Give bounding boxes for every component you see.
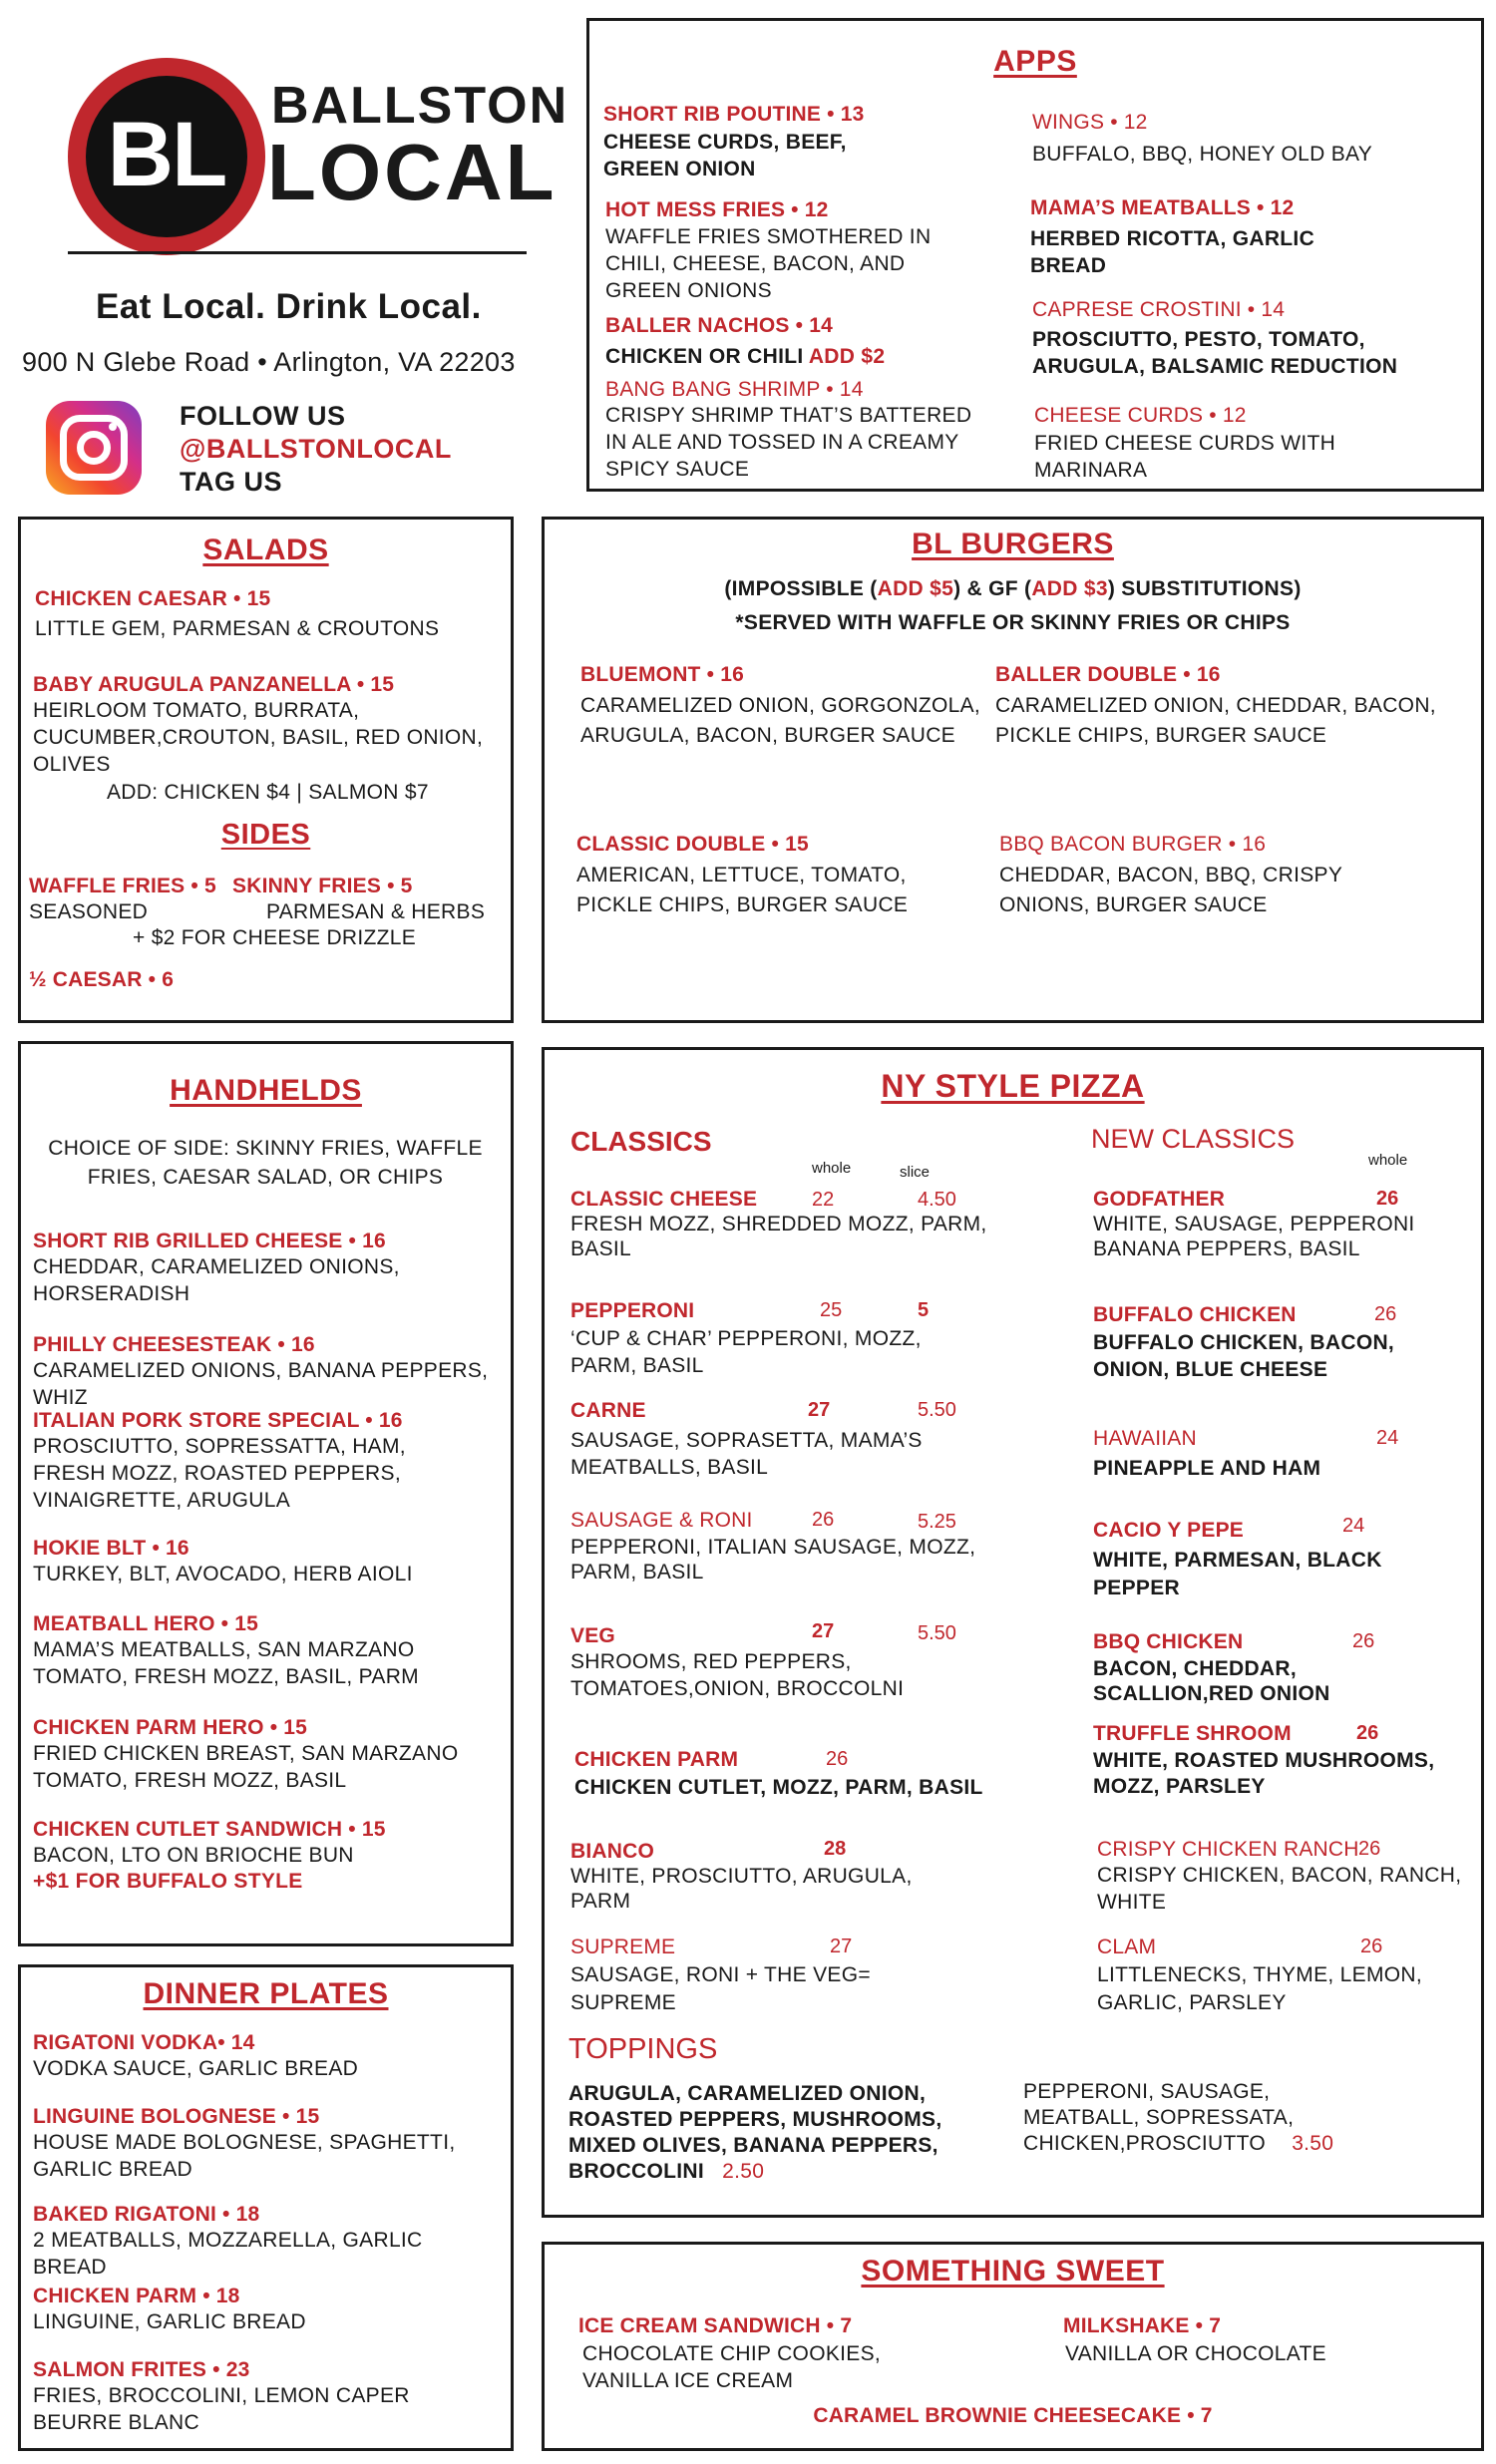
app-name: SHORT RIB POUTINE • 13	[603, 103, 865, 126]
burgers-substitutions	[545, 575, 1481, 602]
pizza-title: NY STYLE PIZZA	[881, 1068, 1145, 1104]
brand-name-line2: LOCAL	[267, 128, 558, 216]
pizza-desc: SAUSAGE, SOPRASETTA, MAMA’S MEATBALLS, BASIL	[570, 1429, 923, 1479]
sweet-desc: VANILLA OR CHOCOLATE	[1065, 2342, 1326, 2365]
app-name: MAMA’S MEATBALLS • 12	[1030, 196, 1295, 219]
handheld-desc: TURKEY, BLT, AVOCADO, HERB AIOLI	[33, 1563, 413, 1585]
handhelds-title: HANDHELDS	[170, 1074, 362, 1107]
pizza-whole-price: 28	[824, 1838, 847, 1860]
half-caesar: ½ CAESAR • 6	[29, 968, 175, 991]
pizza-desc: CRISPY CHICKEN, BACON, RANCH, WHITE	[1097, 1864, 1462, 1914]
instagram-icon[interactable]	[46, 401, 142, 495]
pizza-desc: PINEAPPLE AND HAM	[1093, 1457, 1321, 1480]
pizza-desc: LITTLENECKS, THYME, LEMON, GARLIC, PARSLEY	[1097, 1963, 1422, 2014]
app-desc	[605, 343, 944, 370]
pizza-slice-price: 5.25	[918, 1511, 956, 1533]
sides-title: SIDES	[220, 819, 311, 851]
side-desc: PARMESAN & HERBS	[266, 900, 486, 923]
burger-desc: CARAMELIZED ONION, GORGONZOLA, ARUGULA, BACON, BURGER SAUCE	[580, 694, 981, 747]
sweet-section	[542, 2242, 1484, 2451]
handheld-desc: FRIED CHICKEN BREAST, SAN MARZANO TOMATO, FRESH MOZZ, BASIL	[33, 1742, 459, 1792]
app-name: HOT MESS FRIES • 12	[605, 198, 829, 221]
app-name: BANG BANG SHRIMP • 14	[605, 378, 864, 401]
handheld-desc: PROSCIUTTO, SOPRESSATTA, HAM, FRESH MOZZ, ROASTED PEPPERS, VINAIGRETTE, ARUGULA	[33, 1435, 406, 1512]
handheld-extra: +$1 FOR BUFFALO STYLE	[33, 1870, 303, 1893]
pizza-name: CLAM	[1097, 1936, 1157, 1958]
salad-name: BABY ARUGULA PANZANELLA • 15	[33, 673, 395, 696]
dinner-desc: FRIES, BROCCOLINI, LEMON CAPER BEURRE BLANC	[33, 2384, 410, 2434]
app-desc: CRISPY SHRIMP THAT’S BATTERED IN ALE AND TOSSED IN A CREAMY SPICY SAUCE	[605, 404, 972, 481]
sub-text: (IMPOSSIBLE (	[724, 577, 878, 600]
classics-title: CLASSICS	[570, 1126, 712, 1157]
brand-divider	[68, 251, 527, 254]
pizza-name: PEPPERONI	[570, 1299, 695, 1322]
dinner-name: LINGUINE BOLOGNESE • 15	[33, 2105, 320, 2128]
new-classics-title: NEW CLASSICS	[1091, 1124, 1296, 1154]
logo-mark	[68, 58, 265, 255]
pizza-name: BBQ CHICKEN	[1093, 1630, 1244, 1653]
app-desc: BUFFALO, BBQ, HONEY OLD BAY	[1032, 143, 1373, 166]
salad-add: ADD: CHICKEN $4 | SALMON $7	[107, 781, 429, 804]
dinner-desc: HOUSE MADE BOLOGNESE, SPAGHETTI, GARLIC BREAD	[33, 2131, 456, 2181]
pizza-name: VEG	[570, 1624, 615, 1647]
salads-sides-section	[18, 517, 514, 1023]
pizza-name: BUFFALO CHICKEN	[1093, 1303, 1297, 1326]
pizza-name: CARNE	[570, 1399, 646, 1422]
pizza-section	[542, 1047, 1484, 2218]
pizza-whole-price: 26	[1352, 1630, 1375, 1652]
pizza-name: HAWAIIAN	[1093, 1427, 1197, 1450]
pizza-desc: WHITE, SAUSAGE, PEPPERONI BANANA PEPPERS, BASIL	[1093, 1213, 1415, 1260]
brand-name-line1: BALLSTON	[271, 77, 569, 135]
apps-section	[586, 18, 1484, 492]
pizza-name: GODFATHER	[1093, 1188, 1226, 1211]
instagram-handle[interactable]: @BALLSTONLOCAL	[180, 434, 452, 464]
handheld-name: CHICKEN PARM HERO • 15	[33, 1716, 308, 1739]
app-name: CAPRESE CROSTINI • 14	[1032, 298, 1286, 321]
pizza-slice-price: 5.50	[918, 1399, 956, 1421]
pizza-whole-price: 27	[830, 1936, 853, 1957]
dinner-desc: VODKA SAUCE, GARLIC BREAD	[33, 2057, 359, 2080]
handheld-name: SHORT RIB GRILLED CHEESE • 16	[33, 1230, 386, 1252]
handheld-name: MEATBALL HERO • 15	[33, 1612, 259, 1635]
toppings-title: TOPPINGS	[568, 2033, 718, 2065]
pizza-desc: BUFFALO CHICKEN, BACON, ONION, BLUE CHEESE	[1093, 1331, 1395, 1381]
slice-label: slice	[900, 1164, 931, 1181]
pizza-whole-price: 27	[808, 1399, 831, 1421]
side-name: WAFFLE FRIES • 5	[29, 875, 216, 897]
pizza-desc: SAUSAGE, RONI + THE VEG= SUPREME	[570, 1963, 871, 2014]
burger-desc: CHEDDAR, BACON, BBQ, CRISPY ONIONS, BURGER SAUCE	[999, 864, 1342, 916]
pizza-whole-price: 26	[1374, 1303, 1397, 1325]
app-desc: PROSCIUTTO, PESTO, TOMATO, ARUGULA, BALSAMIC REDUCTION	[1032, 328, 1398, 378]
toppings-right-list: PEPPERONI, SAUSAGE, MEATBALL, SOPRESSATA, CHICKEN,PROSCIUTTO	[1023, 2080, 1295, 2155]
sweet-name: MILKSHAKE • 7	[1063, 2314, 1222, 2337]
app-name: BALLER NACHOS • 14	[605, 314, 833, 337]
burgers-section	[542, 517, 1484, 1023]
sweet-title: SOMETHING SWEET	[861, 2255, 1165, 2288]
dinner-desc: 2 MEATBALLS, MOZZARELLA, GARLIC BREAD	[33, 2229, 423, 2279]
pizza-name: CHICKEN PARM	[574, 1748, 739, 1771]
salad-desc: LITTLE GEM, PARMESAN & CROUTONS	[35, 617, 440, 640]
toppings-right-price: 3.50	[1292, 2132, 1334, 2155]
burger-name: BALLER DOUBLE • 16	[995, 663, 1221, 686]
sub-price-gf: ADD $3	[1031, 577, 1108, 600]
tag-us: TAG US	[180, 467, 282, 497]
address: 900 N Glebe Road • Arlington, VA 22203	[22, 347, 516, 377]
pizza-desc: CHICKEN CUTLET, MOZZ, PARM, BASIL	[574, 1776, 983, 1799]
salad-name: CHICKEN CAESAR • 15	[35, 587, 271, 610]
salads-title: SALADS	[202, 533, 329, 566]
apps-title: APPS	[993, 45, 1077, 78]
app-name: WINGS • 12	[1032, 111, 1148, 134]
pizza-slice-price: 5	[918, 1299, 930, 1321]
toppings-left	[568, 2081, 967, 2185]
pizza-desc: PEPPERONI, ITALIAN SAUSAGE, MOZZ, PARM, BASIL	[570, 1536, 976, 1584]
handheld-name: PHILLY CHEESESTEAK • 16	[33, 1333, 315, 1356]
burgers-title: BL BURGERS	[912, 528, 1114, 560]
pizza-name: CLASSIC CHEESE	[570, 1188, 758, 1211]
toppings-right	[1023, 2079, 1362, 2157]
dinner-name: BAKED RIGATONI • 18	[33, 2203, 260, 2226]
pizza-name: SAUSAGE & RONI	[570, 1509, 753, 1532]
pizza-whole-price: 22	[812, 1189, 835, 1211]
pizza-whole-price: 26	[826, 1748, 849, 1770]
dinner-name: SALMON FRITES • 23	[33, 2358, 250, 2381]
pizza-slice-price: 5.50	[918, 1622, 956, 1644]
app-desc-text: CHICKEN OR CHILI	[605, 345, 804, 368]
toppings-left-list: ARUGULA, CARAMELIZED ONION, ROASTED PEPPERS, MUSHROOMS, MIXED OLIVES, BANANA PEPPERS, BROCCOLINI	[568, 2082, 942, 2183]
pizza-desc: FRESH MOZZ, SHREDDED MOZZ, PARM, BASIL	[570, 1213, 987, 1260]
cheese-drizzle: + $2 FOR CHEESE DRIZZLE	[133, 926, 417, 949]
app-desc: CHEESE CURDS, BEEF, GREEN ONION	[603, 131, 847, 180]
pizza-desc: WHITE, PARMESAN, BLACK PEPPER	[1093, 1549, 1382, 1599]
sweet-brownie: CARAMEL BROWNIE CHEESECAKE • 7	[813, 2404, 1213, 2427]
whole-label: whole	[812, 1160, 852, 1177]
pizza-name: TRUFFLE SHROOM	[1093, 1722, 1292, 1745]
burger-desc: AMERICAN, LETTUCE, TOMATO, PICKLE CHIPS, BURGER SAUCE	[576, 864, 909, 916]
handhelds-section	[18, 1041, 514, 1946]
handheld-desc: CARAMELIZED ONIONS, BANANA PEPPERS, WHIZ	[33, 1359, 489, 1409]
tagline: Eat Local. Drink Local.	[96, 287, 482, 326]
pizza-whole-price: 26	[1360, 1936, 1383, 1957]
logo-letters: BL	[107, 104, 226, 205]
sweet-name: ICE CREAM SANDWICH • 7	[578, 2314, 853, 2337]
side-name: SKINNY FRIES • 5	[232, 875, 413, 897]
handheld-name: CHICKEN CUTLET SANDWICH • 15	[33, 1818, 386, 1841]
pizza-name: CRISPY CHICKEN RANCH	[1097, 1838, 1359, 1861]
pizza-name: SUPREME	[570, 1936, 676, 1958]
sub-price-impossible: ADD $5	[877, 577, 954, 600]
toppings-left-price: 2.50	[722, 2160, 765, 2183]
burger-name: BLUEMONT • 16	[580, 663, 744, 686]
burger-desc: CARAMELIZED ONION, CHEDDAR, BACON, PICKLE CHIPS, BURGER SAUCE	[995, 694, 1436, 747]
handheld-desc: BACON, LTO ON BRIOCHE BUN	[33, 1844, 354, 1867]
handhelds-choice: CHOICE OF SIDE: SKINNY FRIES, WAFFLE FRIES, CAESAR SALAD, OR CHIPS	[48, 1137, 483, 1189]
pizza-name: BIANCO	[570, 1840, 655, 1863]
pizza-desc: WHITE, ROASTED MUSHROOMS, MOZZ, PARSLEY	[1093, 1749, 1435, 1798]
sweet-desc: CHOCOLATE CHIP COOKIES, VANILLA ICE CREAM	[582, 2342, 882, 2392]
salad-desc: HEIRLOOM TOMATO, BURRATA, CUCUMBER,CROUTON, BASIL, RED ONION, OLIVES	[33, 699, 484, 776]
pizza-whole-price: 25	[820, 1299, 843, 1321]
pizza-desc: WHITE, PROSCIUTTO, ARUGULA, PARM	[570, 1865, 913, 1913]
pizza-whole-price: 26	[1356, 1722, 1379, 1744]
follow-us: FOLLOW US	[180, 401, 346, 431]
pizza-desc: BACON, CHEDDAR, SCALLION,RED ONION	[1093, 1657, 1330, 1705]
app-desc: FRIED CHEESE CURDS WITH MARINARA	[1034, 432, 1336, 482]
app-add-price: ADD $2	[808, 345, 886, 368]
pizza-desc: ‘CUP & CHAR’ PEPPERONI, MOZZ, PARM, BASIL	[570, 1327, 922, 1377]
dinner-desc: LINGUINE, GARLIC BREAD	[33, 2310, 306, 2333]
pizza-whole-price: 24	[1376, 1427, 1399, 1449]
sub-text: ) & GF (	[953, 577, 1032, 600]
handheld-name: ITALIAN PORK STORE SPECIAL • 16	[33, 1409, 403, 1432]
pizza-whole-price: 24	[1342, 1515, 1365, 1537]
side-desc: SEASONED	[29, 900, 149, 923]
dinner-title: DINNER PLATES	[143, 1977, 389, 2010]
app-name: CHEESE CURDS • 12	[1034, 404, 1247, 427]
handheld-desc: MAMA’S MEATBALLS, SAN MARZANO TOMATO, FRESH MOZZ, BASIL, PARM	[33, 1638, 419, 1688]
dinner-name: CHICKEN PARM • 18	[33, 2285, 240, 2307]
burger-name: CLASSIC DOUBLE • 15	[576, 833, 809, 856]
pizza-whole-price: 26	[812, 1509, 835, 1531]
burgers-served-with: *SERVED WITH WAFFLE OR SKINNY FRIES OR CHIPS	[735, 611, 1291, 634]
pizza-slice-price: 4.50	[918, 1189, 956, 1211]
pizza-whole-price: 27	[812, 1620, 835, 1642]
new-whole-label: whole	[1368, 1152, 1408, 1169]
pizza-whole-price: 26	[1358, 1838, 1381, 1860]
handheld-name: HOKIE BLT • 16	[33, 1537, 189, 1560]
pizza-desc: SHROOMS, RED PEPPERS, TOMATOES,ONION, BROCCOLNI	[570, 1650, 905, 1700]
dinner-section	[18, 1964, 514, 2451]
sub-text: ) SUBSTITUTIONS)	[1107, 577, 1302, 600]
dinner-name: RIGATONI VODKA• 14	[33, 2031, 255, 2054]
pizza-name: CACIO Y PEPE	[1093, 1519, 1245, 1542]
pizza-whole-price: 26	[1376, 1188, 1399, 1210]
app-desc: HERBED RICOTTA, GARLIC BREAD	[1030, 227, 1315, 277]
burger-name: BBQ BACON BURGER • 16	[999, 833, 1267, 856]
handheld-desc: CHEDDAR, CARAMELIZED ONIONS, HORSERADISH	[33, 1255, 400, 1305]
app-desc: WAFFLE FRIES SMOTHERED IN CHILI, CHEESE, BACON, AND GREEN ONIONS	[605, 225, 932, 302]
